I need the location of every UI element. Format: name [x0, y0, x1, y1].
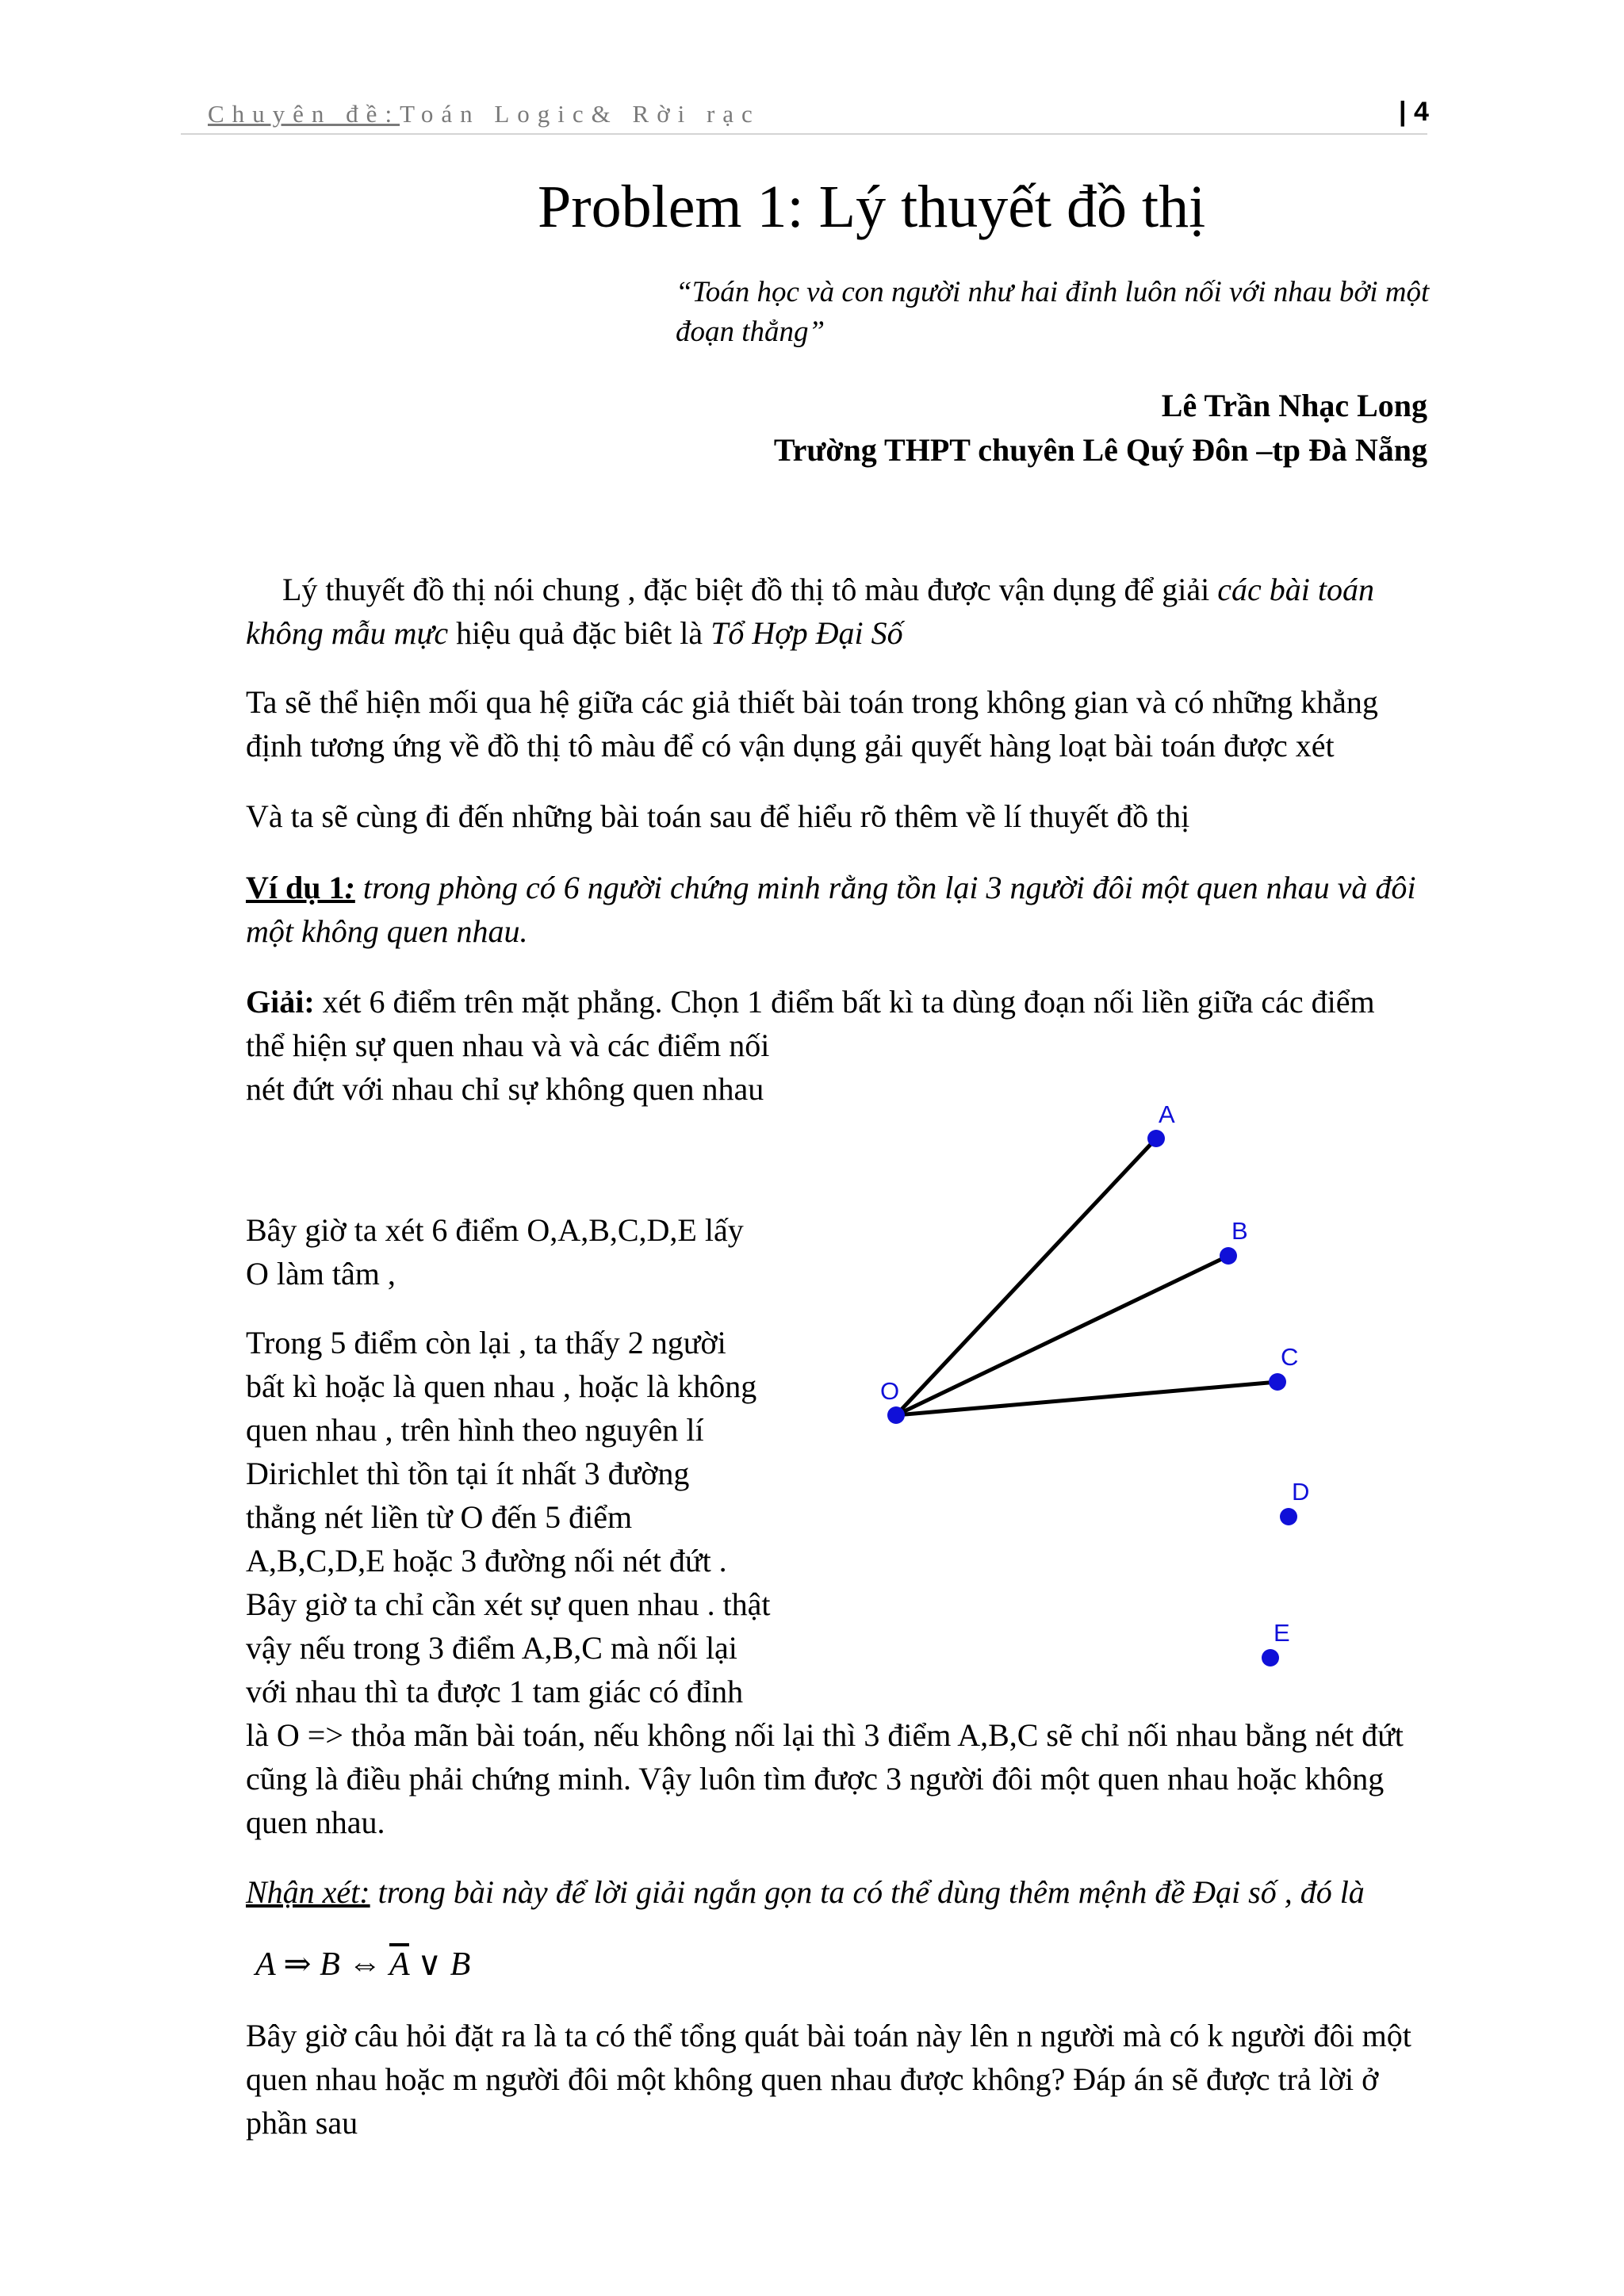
header-topic-label: Chuyên đề:: [208, 100, 400, 128]
solution-line-1: xét 6 điểm trên mặt phẳng. Chọn 1 điểm bất kì ta dùng đoạn nối liền giữa các điểm: [314, 984, 1375, 1020]
paragraph-3: Và ta sẽ cùng đi đến những bài toán sau để hiểu rõ thêm về lí thuyết đồ thị: [246, 798, 1190, 834]
formula-or: ∨: [417, 1946, 442, 1983]
solution-line-3: nét đứt với nhau chỉ sự không quen nhau: [246, 1071, 764, 1107]
example-colon: :: [344, 870, 355, 905]
center-line-2: O làm tâm ,: [246, 1256, 396, 1292]
example-paragraph: [246, 866, 1435, 953]
dirichlet-line: quen nhau , trên hình theo nguyên lí: [246, 1412, 704, 1448]
intro-text-2: các bài toán không mẫu mực: [246, 572, 1375, 651]
intro-paragraph: [246, 568, 1435, 655]
author-block: [774, 384, 1427, 473]
final-paragraph: Bây giờ câu hỏi đặt ra là ta có thể tổng quát bài toán này lên n người mà có k người đôi một quen nhau hoặc m người đôi một không quen nhau được không? Đáp án sẽ được trả lời ở phần sau: [246, 2018, 1411, 2141]
dirichlet-line: Dirichlet thì tồn tại ít nhất 3 đường: [246, 1456, 690, 1491]
label-C: C: [1281, 1343, 1299, 1371]
header-topic-text: Toán Logic& Rời rạc: [400, 100, 760, 128]
vertex-D: [1280, 1508, 1297, 1525]
conclusion-paragraph: là O => thỏa mãn bài toán, nếu không nối lại thì 3 điểm A,B,C sẽ chỉ nối nhau bằng nét đứt cũng là điều phải chứng minh. Vậy luôn tìm được 3 người đôi một quen nhau hoặc không quen nhau.: [246, 1717, 1404, 1840]
formula-implies: ⇒: [283, 1946, 312, 1983]
dirichlet-line: bất kì hoặc là quen nhau , hoặc là không: [246, 1368, 757, 1404]
remark-text: trong bài này để lời giải ngắn gọn ta có thể dùng thêm mệnh đề Đại số , đó là: [370, 1874, 1365, 1910]
page-title: Problem 1: Lý thuyết đồ thị: [538, 174, 1206, 240]
intro-text-1: Lý thuyết đồ thị nói chung , đặc biệt đồ thị tô màu được vận dụng để giải: [282, 572, 1218, 607]
logic-formula: [255, 1944, 470, 1984]
dirichlet-line: Bây giờ ta chỉ cần xét sự quen nhau . thật: [246, 1586, 771, 1622]
example-label: Ví dụ 1: [246, 870, 345, 905]
example-text: trong phòng có 6 người chứng minh rằng tồn lại 3 người đôi một quen nhau và đôi một không quen nhau.: [246, 870, 1416, 949]
edge-OA: [896, 1138, 1156, 1415]
page-number: | 4: [1399, 97, 1429, 127]
figure-labels: [880, 1100, 1309, 1667]
intro-text-3: hiệu quả đặc biêt là: [448, 615, 711, 651]
vertex-E: [1262, 1649, 1279, 1667]
paragraph-2: Ta sẽ thể hiện mối qua hệ giữa các giả thiết bài toán trong không gian và có những khẳng định tương ứng về đồ thị tô màu để có vận dụng gải quyết hàng loạt bài toán được xét: [246, 684, 1378, 763]
dirichlet-paragraph: [246, 1321, 793, 1713]
remark-paragraph: [246, 1870, 1435, 1914]
solution-label: Giải:: [246, 984, 315, 1020]
remark-label: Nhận xét:: [246, 1874, 370, 1910]
dirichlet-line: thẳng nét liền từ O đến 5 điểm: [246, 1499, 633, 1535]
formula-b: B: [320, 1946, 340, 1983]
formula-iff: ⇔: [348, 1946, 382, 1983]
vertex-C: [1269, 1373, 1286, 1391]
vertex-B: [1220, 1247, 1237, 1265]
solution-line-2: thể hiện sự quen nhau và và các điểm nối: [246, 1027, 770, 1063]
formula-b2: B: [450, 1946, 471, 1983]
label-D: D: [1292, 1478, 1310, 1506]
running-header: [208, 100, 760, 128]
center-paragraph: [246, 1208, 793, 1295]
dirichlet-line: A,B,C,D,E hoặc 3 đường nối nét đứt .: [246, 1543, 727, 1578]
label-O: O: [880, 1377, 900, 1405]
center-line-1: Bây giờ ta xét 6 điểm O,A,B,C,D,E lấy: [246, 1212, 744, 1248]
header-divider: [181, 133, 1427, 135]
formula-a-bar: $\overline{A}$: [389, 1946, 409, 1983]
vertex-O: [887, 1406, 905, 1424]
dirichlet-line: vậy nếu trong 3 điểm A,B,C mà nối lại: [246, 1630, 737, 1666]
label-E: E: [1274, 1619, 1290, 1647]
formula-a: A: [255, 1946, 275, 1983]
intro-text-4: Tổ Hợp Đại Số: [710, 615, 903, 651]
label-B: B: [1231, 1217, 1248, 1245]
dirichlet-line: Trong 5 điểm còn lại , ta thấy 2 người: [246, 1325, 726, 1360]
graph-figure: [856, 1078, 1348, 1681]
label-A: A: [1159, 1100, 1175, 1128]
dirichlet-line: với nhau thì ta được 1 tam giác có đỉnh: [246, 1674, 744, 1709]
author-school: Trường THPT chuyên Lê Quý Đôn –tp Đà Nẵng: [773, 432, 1427, 468]
epigraph-quote: “Toán học và con người như hai đỉnh luôn nối với nhau bởi một đoạn thẳng”: [676, 276, 1430, 348]
vertex-A: [1147, 1130, 1165, 1147]
author-name: Lê Trần Nhạc Long: [1161, 388, 1427, 423]
